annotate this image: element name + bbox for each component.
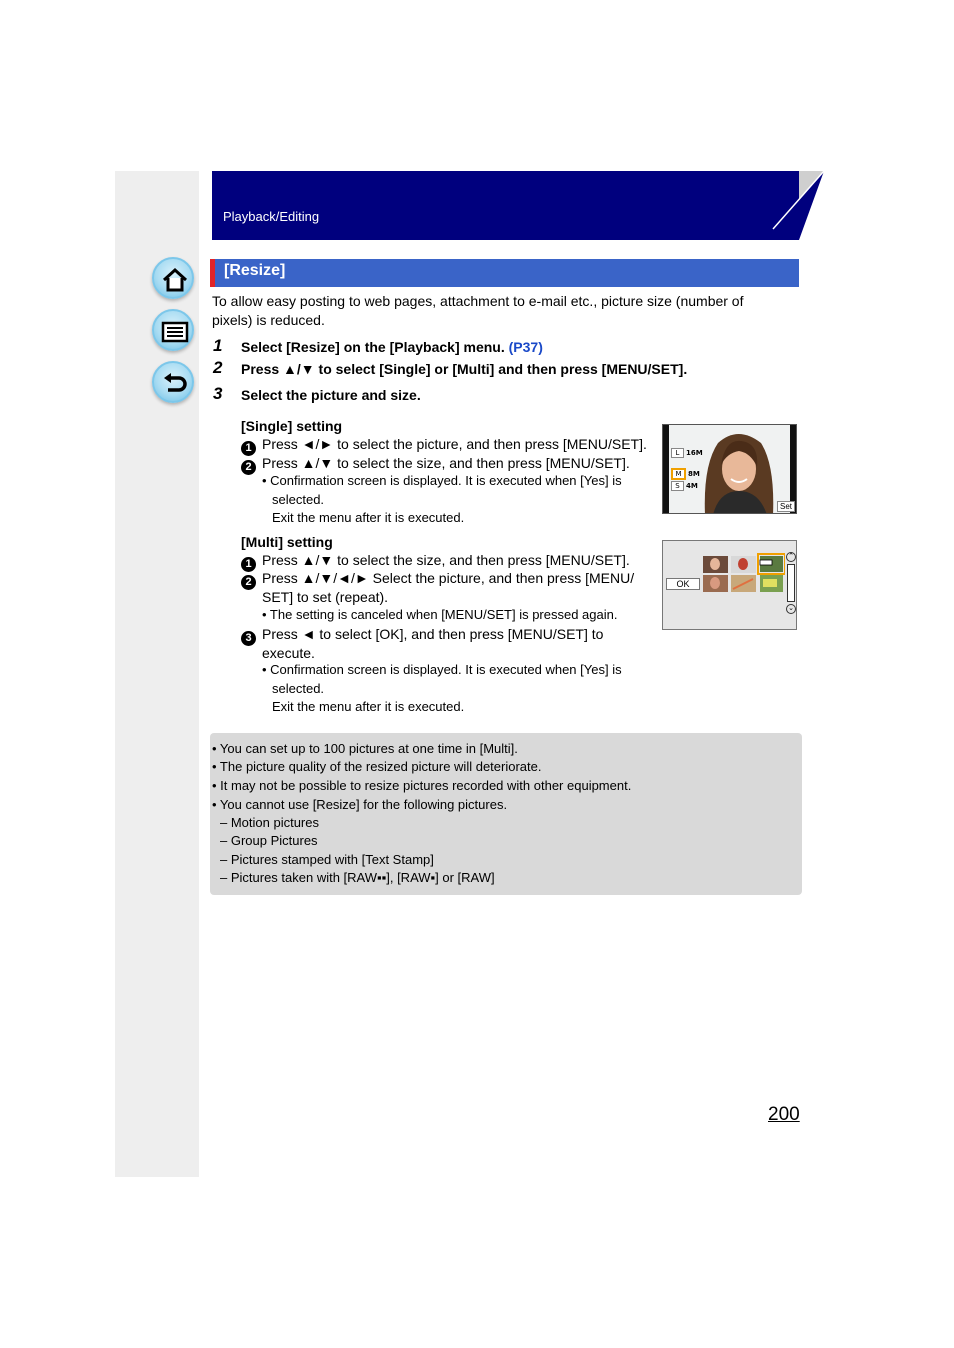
note-subitem: – Pictures stamped with [Text Stamp] [220, 852, 434, 867]
step-2-text: Press ▲/▼ to select [Single] or [Multi] and then press [MENU/SET]. [241, 361, 688, 377]
single-bullet-cont: selected. [272, 492, 325, 507]
menu-list-icon [161, 318, 189, 346]
scrollbar[interactable] [787, 564, 795, 602]
single-bullet-exit: Exit the menu after it is executed. [272, 510, 465, 525]
intro-line-2: pixels) is reduced. [212, 312, 325, 328]
size-value: 4M [686, 482, 698, 490]
note-subitem: – Pictures taken with [RAW▪▪], [RAW▪] or [RAW] [220, 870, 495, 885]
single-resize-screen [662, 424, 797, 514]
page-link-p37[interactable]: (P37) [508, 339, 543, 355]
note-subitem: – Group Pictures [220, 833, 318, 848]
single-heading: [Single] setting [241, 418, 343, 434]
home-button[interactable] [152, 257, 194, 299]
multi-item-2-cont: SET] to set (repeat). [262, 589, 389, 605]
multi-bullet-2-cont: selected. [272, 681, 325, 696]
menu-button[interactable] [152, 309, 194, 351]
size-option-l[interactable]: L [671, 448, 684, 458]
size-value: 8M [688, 470, 700, 478]
size-value: 16M [686, 448, 703, 457]
note-item: • It may not be possible to resize pictures recorded with other equipment. [212, 778, 632, 793]
back-button[interactable] [152, 361, 194, 403]
chapter-label: Playback/Editing [223, 209, 320, 224]
size-option-m[interactable]: M [671, 468, 686, 480]
note-item: • You can set up to 100 pictures at one time in [Multi]. [212, 741, 518, 756]
step-number: 1 [213, 336, 223, 355]
multi-resize-screen [662, 540, 797, 630]
single-item-1: 1 Press ◄/► to select the picture, and then press [MENU/SET]. [241, 435, 647, 456]
multi-bullet-2: • Confirmation screen is displayed. It is executed when [Yes] is [262, 662, 622, 677]
home-icon [161, 266, 189, 294]
multi-item-1: 1 Press ▲/▼ to select the size, and then press [MENU/SET]. [241, 551, 630, 572]
intro-line-1: To allow easy posting to web pages, attachment to e-mail etc., picture size (number of [212, 293, 744, 309]
set-button[interactable]: Set [777, 501, 795, 512]
ok-button[interactable]: OK [666, 578, 700, 590]
size-option-s[interactable]: S [671, 481, 684, 491]
section-title: [Resize] [224, 262, 286, 279]
size-menu [671, 447, 703, 492]
single-item-2: 2 Press ▲/▼ to select the size, and then press [MENU/SET]. [241, 454, 630, 475]
section-header [210, 259, 799, 287]
multi-heading: [Multi] setting [241, 534, 333, 550]
multi-bullet-2-exit: Exit the menu after it is executed. [272, 699, 465, 714]
multi-item-3: 3 Press ◄ to select [OK], and then press [MENU/SET] to [241, 625, 603, 646]
multi-item-3-cont: execute. [262, 645, 315, 661]
thumbnail-grid [703, 553, 785, 595]
note-item: • The picture quality of the resized picture will deteriorate. [212, 759, 542, 774]
step-3-text: Select the picture and size. [241, 387, 421, 403]
note-item: • You cannot use [Resize] for the following pictures. [212, 797, 508, 812]
scroll-down-icon[interactable]: ⌄ [786, 604, 796, 614]
page-corner-fold [770, 171, 826, 241]
note-subitem: – Motion pictures [220, 815, 319, 830]
step-number: 2 [213, 358, 223, 377]
page-number: 200 [768, 1104, 800, 1125]
chapter-banner [212, 171, 799, 240]
scroll-up-icon[interactable]: ⌃ [786, 552, 796, 562]
multi-bullet-1: • The setting is canceled when [MENU/SET] is pressed again. [262, 607, 618, 622]
multi-item-2: 2 Press ▲/▼/◄/► Select the picture, and then press [MENU/ [241, 569, 634, 590]
back-arrow-icon [161, 370, 189, 398]
step-number: 3 [213, 384, 223, 403]
step-1-label: Select [Resize] on the [Playback] menu. [241, 339, 505, 355]
step-1-text [241, 338, 543, 357]
single-bullet: • Confirmation screen is displayed. It is executed when [Yes] is [262, 473, 622, 488]
